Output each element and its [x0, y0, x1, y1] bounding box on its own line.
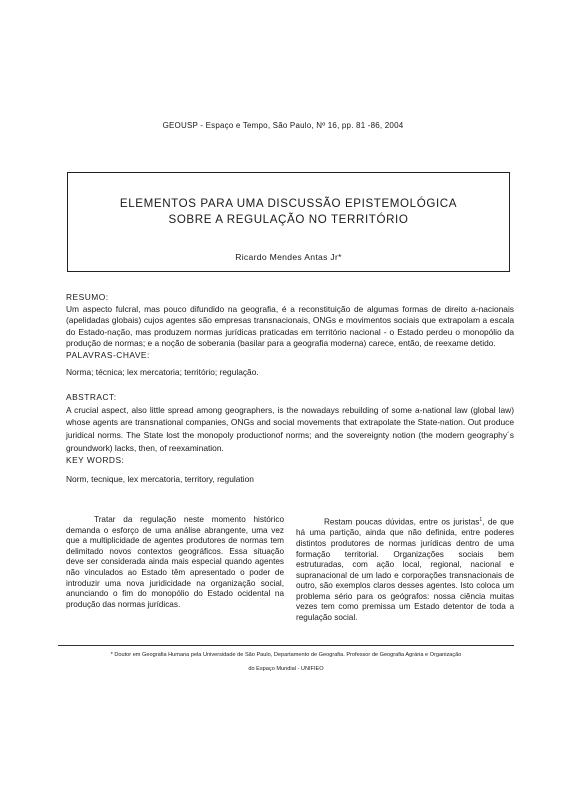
footnote-line-2: do Espaço Mundial - UNIFIEO	[248, 666, 324, 672]
key-words-label: KEY WORDS:	[66, 454, 125, 465]
footnote-line-1: * Doutor em Geografia Humana pela Universidade de São Paulo, Departamento de Geografia. Professor de Geografia Agrária e Organização	[110, 652, 462, 658]
article-title: ELEMENTOS PARA UMA DISCUSSÃO EPISTEMOLÓGICA SOBRE A REGULAÇÃO NO TERRITÓRIO	[119, 197, 458, 226]
footnote-divider	[58, 645, 514, 646]
palavras-chave-text: Norma; técnica; lex mercatoria; território; regulação.	[66, 366, 259, 377]
resumo-label: RESUMO:	[66, 292, 109, 302]
body-column-left: Tratar da regulação neste momento histórico demanda o esforço de uma análise abrangente, uma vez que a multiplicidade de agentes produtores de normas tem delimitado novos contextos geográficos. Essa situação deve ser considerada ainda mais especial quando agentes não vinculados ao Estado têm apresentado o poder de introduzir uma nova juridicidade na organização social, anunciando o fim do monopólio do Estado ocidental na produção das normas jurídicas.	[66, 515, 284, 609]
resumo-text: Um aspecto fulcral, mas pouco difundido na geografia, é a reconstituição de algumas formas de direito a-nacionais (apelidadas globais) cujos agentes são empresas transnacionais, ONGs e movimentos sociais que extrapolam a escala do Estado-nação, mas produzem normas jurídicas praticadas em território nacional - o Estado perdeu o monopólio da produção de normas; e a noção de soberania (basilar para a geografia moderna) carece, então, de reexame detido.	[66, 303, 514, 349]
key-words-text: Norm, tecnique, lex mercatoria, territory, regulation	[66, 474, 254, 485]
abstract-label: ABSTRACT:	[66, 392, 117, 402]
body-column-right	[296, 515, 514, 624]
col2-text-end: , de que há uma partição, ainda que não definida, entre poderes distintos produtores de normas jurídicas dentro de uma formação territorial. Organizações sociais bem estruturadas, com ação local, regional, nacional e supranacional de um lado e corporações transnacionais de outro, são exemplos claros desses agentes. Isto coloca um problema sério para os geógrafos: nossa ciência muitas vezes tem como premissa um Estado detentor de toda a regulação social.	[296, 517, 514, 623]
resumo-section	[66, 292, 514, 378]
footnote	[58, 648, 514, 676]
col2-text-start: Restam poucas dúvidas, entre os juristas	[324, 517, 480, 527]
journal-header: GEOUSP - Espaço e Tempo, São Paulo, Nº 16, pp. 81 -86, 2004	[162, 121, 404, 130]
author-name: Ricardo Mendes Antas Jr*	[235, 252, 342, 262]
abstract-text: A crucial aspect, also little spread among geographers, is the nowadays rebuilding of some a-national law (global law) whose agents are transnational companies, ONGs and social movements that extrapolate the State-nation. Out produce juridical norms. The State lost the monopoly productionof norms; and the sovereignty notion (the modern geography´s groundwork) lacks, then, of reexamination.	[66, 404, 514, 453]
palavras-chave-label: PALAVRAS-CHAVE:	[66, 349, 150, 360]
footnote-ref: 1	[479, 517, 483, 523]
title-box	[67, 172, 510, 272]
abstract-section	[66, 392, 514, 486]
